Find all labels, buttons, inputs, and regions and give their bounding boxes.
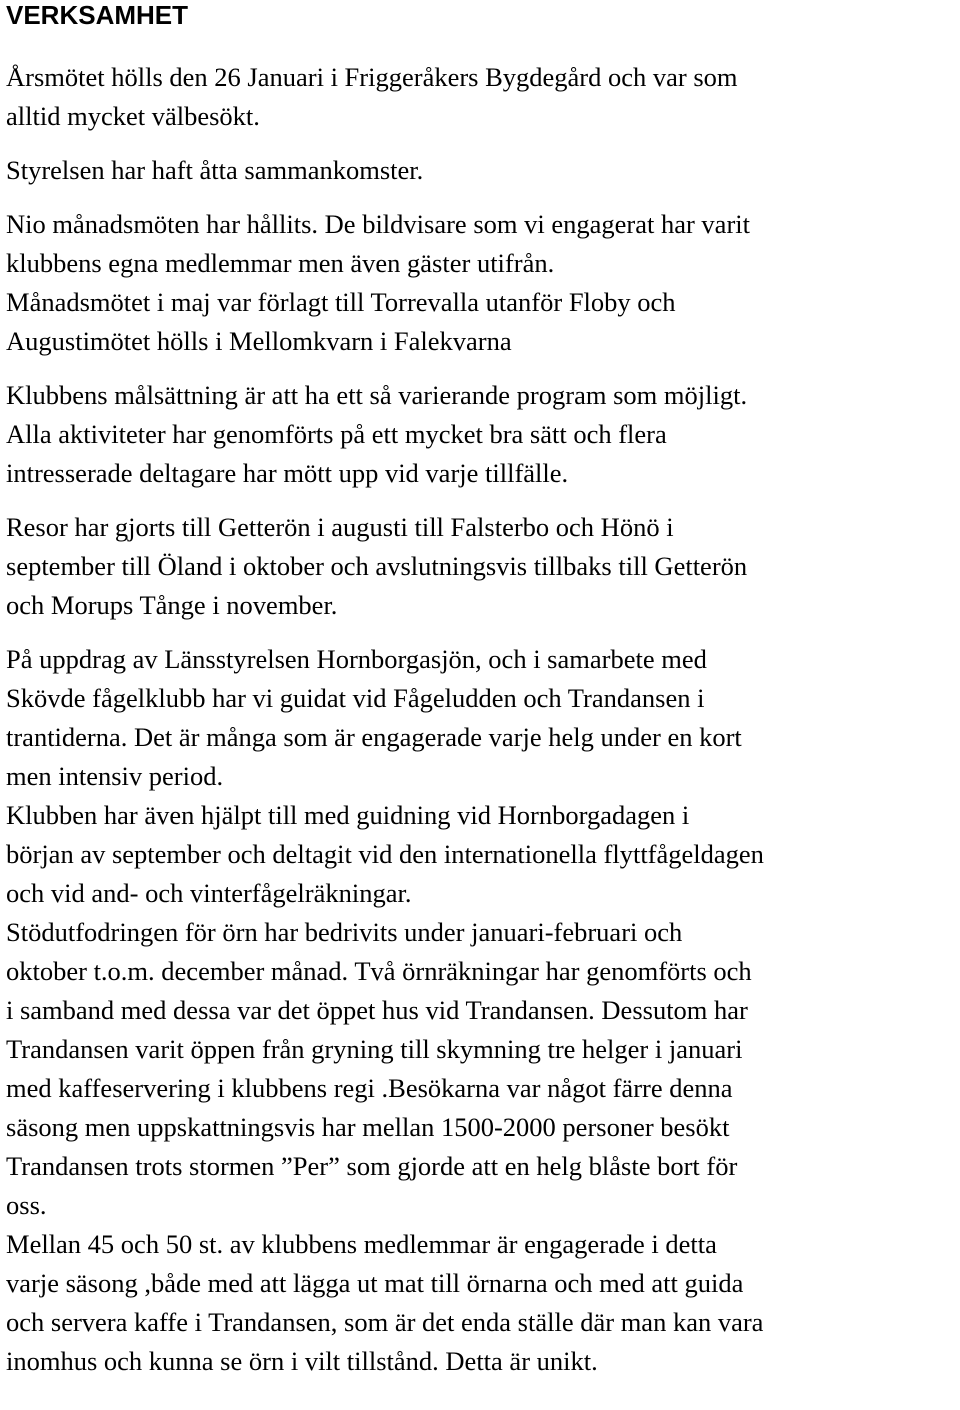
- text-line: intresserade deltagare har mött upp vid varje tillfälle.: [6, 458, 569, 488]
- text-line: Skövde fågelklubb har vi guidat vid Fågeludden och Trandansen i: [6, 683, 705, 713]
- text-line: och servera kaffe i Trandansen, som är det enda ställe där man kan vara: [6, 1307, 764, 1337]
- text-line: Stödutfodringen för örn har bedrivits under januari-februari och: [6, 917, 683, 947]
- paragraph-board-meetings: [6, 151, 958, 190]
- spacer: [6, 361, 958, 376]
- paragraph-guiding: [6, 640, 958, 1381]
- text-line: och vid and- och vinterfågelräkningar.: [6, 878, 412, 908]
- text-line: varje säsong ,både med att lägga ut mat till örnarna och med att guida: [6, 1268, 744, 1298]
- text-line: Augustimötet hölls i Mellomkvarn i Falekvarna: [6, 326, 512, 356]
- paragraph-trips: [6, 508, 958, 625]
- text-line: oss.: [6, 1190, 47, 1220]
- document-page: [6, 0, 958, 1381]
- text-line: Mellan 45 och 50 st. av klubbens medlemmar är engagerade i detta: [6, 1229, 717, 1259]
- text-line: med kaffeservering i klubbens regi .Besökarna var något färre denna: [6, 1073, 733, 1103]
- paragraph-club-goals: [6, 376, 958, 493]
- spacer: [6, 40, 958, 58]
- spacer: [6, 190, 958, 205]
- text-line: Klubbens målsättning är att ha ett så varierande program som möjligt.: [6, 380, 748, 410]
- paragraph-annual-meeting: [6, 58, 958, 136]
- text-line: i samband med dessa var det öppet hus vid Trandansen. Dessutom har: [6, 995, 748, 1025]
- text-line: Årsmötet hölls den 26 Januari i Friggeråkers Bygdegård och var som: [6, 62, 738, 92]
- section-heading: VERKSAMHET: [6, 0, 189, 30]
- spacer: [6, 625, 958, 640]
- text-line: inomhus och kunna se örn i vilt tillstånd. Detta är unikt.: [6, 1346, 598, 1376]
- text-line: september till Öland i oktober och avslutningsvis tillbaks till Getterön: [6, 551, 748, 581]
- text-line: alltid mycket välbesökt.: [6, 101, 260, 131]
- text-line: trantiderna. Det är många som är engagerade varje helg under en kort: [6, 722, 742, 752]
- text-line: och Morups Tånge i november.: [6, 590, 338, 620]
- spacer: [6, 493, 958, 508]
- text-line: klubbens egna medlemmar men även gäster utifrån.: [6, 248, 555, 278]
- text-line: början av september och deltagit vid den internationella flyttfågeldagen: [6, 839, 764, 869]
- text-line: På uppdrag av Länsstyrelsen Hornborgasjön, och i samarbete med: [6, 644, 707, 674]
- text-line: Klubben har även hjälpt till med guidning vid Hornborgadagen i: [6, 800, 690, 830]
- paragraph-monthly-meetings: [6, 205, 958, 361]
- text-line: Alla aktiviteter har genomförts på ett mycket bra sätt och flera: [6, 419, 667, 449]
- text-line: Nio månadsmöten har hållits. De bildvisare som vi engagerat har varit: [6, 209, 750, 239]
- text-line: Trandansen trots stormen ”Per” som gjorde att en helg blåste bort för: [6, 1151, 738, 1181]
- text-line: Månadsmötet i maj var förlagt till Torrevalla utanför Floby och: [6, 287, 676, 317]
- text-line: Resor har gjorts till Getterön i augusti till Falsterbo och Hönö i: [6, 512, 674, 542]
- text-line: Trandansen varit öppen från gryning till skymning tre helger i januari: [6, 1034, 743, 1064]
- text-line: säsong men uppskattningsvis har mellan 1500-2000 personer besökt: [6, 1112, 730, 1142]
- spacer: [6, 136, 958, 151]
- text-line: Styrelsen har haft åtta sammankomster.: [6, 155, 424, 185]
- text-line: men intensiv period.: [6, 761, 224, 791]
- text-line: oktober t.o.m. december månad. Två örnräkningar har genomförts och: [6, 956, 752, 986]
